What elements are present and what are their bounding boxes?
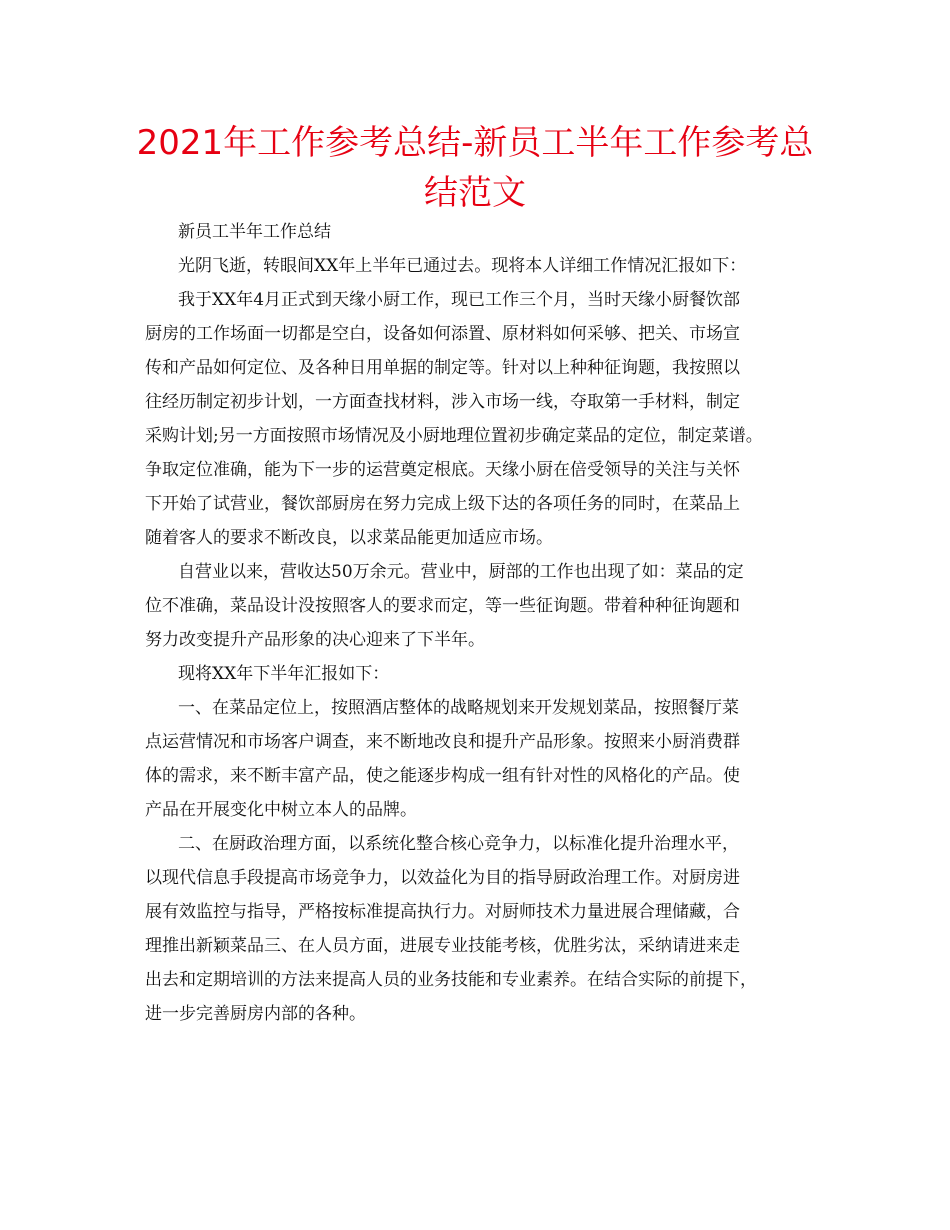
paragraph-line: 现将XX年下半年汇报如下： (178, 664, 390, 684)
paragraph-line: 新员工半年工作总结 (178, 222, 331, 242)
paragraph-line: 展有效监控与指导，严格按标准提高执行力。对厨师技术力量进展合理储藏，合 (145, 902, 740, 922)
paragraph-line: 往经历制定初步计划，一方面查找材料，涉入市场一线，夺取第一手材料，制定 (145, 392, 740, 412)
paragraph-line: 光阴飞逝，转眼间XX年上半年已通过去。现将本人详细工作情况汇报如下： (178, 256, 747, 276)
paragraph-line: 采购计划;另一方面按照市场情况及小厨地理位置初步确定菜品的定位，制定菜谱。 (145, 426, 763, 446)
paragraph-line: 体的需求，来不断丰富产品，使之能逐步构成一组有针对性的风格化的产品。使 (145, 766, 740, 786)
paragraph-line: 进一步完善厨房内部的各种。 (145, 1004, 366, 1024)
paragraph-line: 努力改变提升产品形象的决心迎来了下半年。 (145, 630, 485, 650)
paragraph-line: 位不准确，菜品设计没按照客人的要求而定，等一些征询题。带着种种征询题和 (145, 596, 740, 616)
paragraph-line: 二、在厨政治理方面，以系统化整合核心竞争力，以标准化提升治理水平， (178, 834, 739, 854)
paragraph-line: 我于XX年4月正式到天缘小厨工作，现已工作三个月，当时天缘小厨餐饮部 (178, 290, 741, 310)
paragraph-line: 自营业以来，营收达50万余元。营业中，厨部的工作也出现了如：菜品的定 (178, 562, 744, 582)
paragraph-line: 厨房的工作场面一切都是空白，设备如何添置、原材料如何采够、把关、市场宣 (145, 324, 740, 344)
paragraph-line: 点运营情况和市场客户调查，来不断地改良和提升产品形象。按照来小厨消费群 (145, 732, 740, 752)
paragraph-line: 随着客人的要求不断改良，以求菜品能更加适应市场。 (145, 528, 553, 548)
paragraph-line: 理推出新颖菜品三、在人员方面，进展专业技能考核，优胜劣汰，采纳请进来走 (145, 936, 740, 956)
paragraph-line: 一、在菜品定位上，按照酒店整体的战略规划来开发规划菜品，按照餐厅菜 (178, 698, 739, 718)
paragraph-line: 下开始了试营业，餐饮部厨房在努力完成上级下达的各项任务的同时，在菜品上 (145, 494, 740, 514)
paragraph-line: 出去和定期培训的方法来提高人员的业务技能和专业素养。在结合实际的前提下， (145, 970, 757, 990)
paragraph-line: 以现代信息手段提高市场竞争力，以效益化为目的指导厨政治理工作。对厨房进 (145, 868, 740, 888)
paragraph-line: 争取定位准确，能为下一步的运营奠定根底。天缘小厨在倍受领导的关注与关怀 (145, 460, 740, 480)
paragraph-line: 传和产品如何定位、及各种日用单据的制定等。针对以上种种征询题，我按照以 (145, 358, 740, 378)
document-title: 2021年工作参考总结-新员工半年工作参考总结范文 (136, 123, 814, 213)
paragraph-line: 产品在开展变化中树立本人的品牌。 (145, 800, 417, 820)
